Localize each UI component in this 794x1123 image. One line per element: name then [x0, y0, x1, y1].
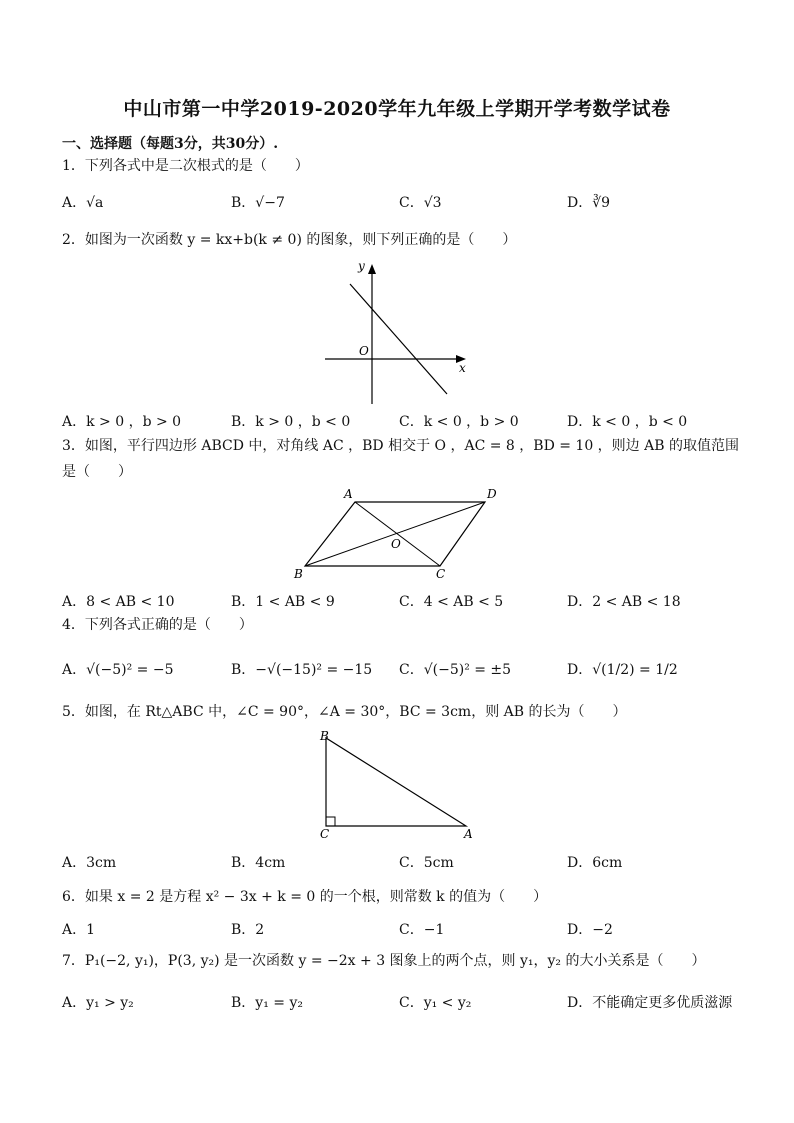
question-6-stem: 6．如果 x = 2 是方程 x² − 3x + k = 0 的一个根，则常数 k 的值为（ ）: [62, 889, 548, 905]
center-o-label: O: [391, 537, 401, 551]
question-4-option-d: D．√(1/2) = 1/2: [567, 662, 678, 678]
question-1-option-d: D．∛9: [567, 195, 611, 211]
question-4-option-b: B．−√(−15)² = −15: [231, 662, 373, 678]
diagonal-bd: [305, 502, 485, 566]
question-7-option-c: C．y₁ < y₂: [399, 995, 472, 1011]
y-axis-label: y: [358, 259, 365, 273]
question-7-option-d: D．不能确定更多优质滋源: [567, 995, 733, 1011]
question-2-option-b: B．k > 0 ，b < 0: [231, 414, 351, 430]
diagonal-ac: [355, 502, 440, 566]
question-3-option-b: B．1 < AB < 9: [231, 594, 335, 610]
vertex-b-label: B: [294, 567, 303, 581]
vertex-b-label: B: [320, 729, 329, 743]
question-4-option-c: C．√(−5)² = ±5: [399, 662, 512, 678]
question-2-option-c: C．k < 0 ，b > 0: [399, 414, 519, 430]
question-1-option-a: A．√a: [62, 195, 104, 211]
y-axis-arrow-icon: [368, 264, 376, 274]
question-6-option-c: C．−1: [399, 922, 445, 938]
question-5-option-c: C．5cm: [399, 855, 454, 871]
vertex-c-label: C: [436, 567, 446, 581]
question-1-stem: 1．下列各式中是二次根式的是（ ）: [62, 158, 309, 174]
question-3-stem: 3．如图，平行四边形 ABCD 中，对角线 AC ，BD 相交于 O ，AC = 8 ，BD = 10 ，则边 AB 的取值范围是（ ）: [62, 438, 739, 480]
origin-label: O: [359, 344, 369, 358]
question-1-option-b: B．√−7: [231, 195, 285, 211]
parallelogram-figure: [290, 484, 510, 580]
question-2-option-d: D．k < 0 ，b < 0: [567, 414, 688, 430]
question-2-option-a: A．k > 0 ，b > 0: [62, 414, 182, 430]
x-axis-label: x: [459, 361, 466, 375]
vertex-c-label: C: [320, 827, 330, 841]
vertex-a-label: A: [344, 487, 353, 501]
vertex-d-label: D: [487, 487, 497, 501]
question-3-option-a: A．8 < AB < 10: [62, 594, 175, 610]
section-heading: 一、选择题（每题3分，共30分）.: [62, 136, 279, 152]
right-triangle-figure: [316, 728, 481, 840]
question-5-stem: 5．如图，在 Rt△ABC 中，∠C = 90°，∠A = 30°，BC = 3cm，则 AB 的长为（ ）: [62, 704, 627, 720]
question-6-option-d: D．−2: [567, 922, 613, 938]
question-4-stem: 4．下列各式正确的是（ ）: [62, 617, 253, 633]
question-6-option-a: A．1: [62, 922, 96, 938]
question-7-option-a: A．y₁ > y₂: [62, 995, 134, 1011]
question-5-option-b: B．4cm: [231, 855, 286, 871]
vertex-a-label: A: [464, 827, 473, 841]
question-5-option-a: A．3cm: [62, 855, 117, 871]
question-6-option-b: B．2: [231, 922, 265, 938]
function-line: [350, 284, 447, 394]
right-angle-mark: [326, 817, 335, 826]
page-title: 中山市第一中学2019-2020学年九年级上学期开学考数学试卷: [123, 98, 671, 120]
question-7-stem: 7．P₁(−2, y₁)，P(3, y₂) 是一次函数 y = −2x + 3 图象上的两个点，则 y₁，y₂ 的大小关系是（ ）: [62, 953, 706, 969]
question-3-option-d: D．2 < AB < 18: [567, 594, 681, 610]
question-4-option-a: A．√(−5)² = −5: [62, 662, 174, 678]
question-2-stem: 2．如图为一次函数 y = kx+b(k ≠ 0) 的图象，则下列正确的是（ ）: [62, 232, 517, 248]
triangle-abc: [326, 738, 466, 826]
linear-function-graph: [320, 256, 480, 408]
question-1-option-c: C．√3: [399, 195, 442, 211]
question-3-option-c: C．4 < AB < 5: [399, 594, 504, 610]
question-7-option-b: B．y₁ = y₂: [231, 995, 303, 1011]
question-5-option-d: D．6cm: [567, 855, 623, 871]
